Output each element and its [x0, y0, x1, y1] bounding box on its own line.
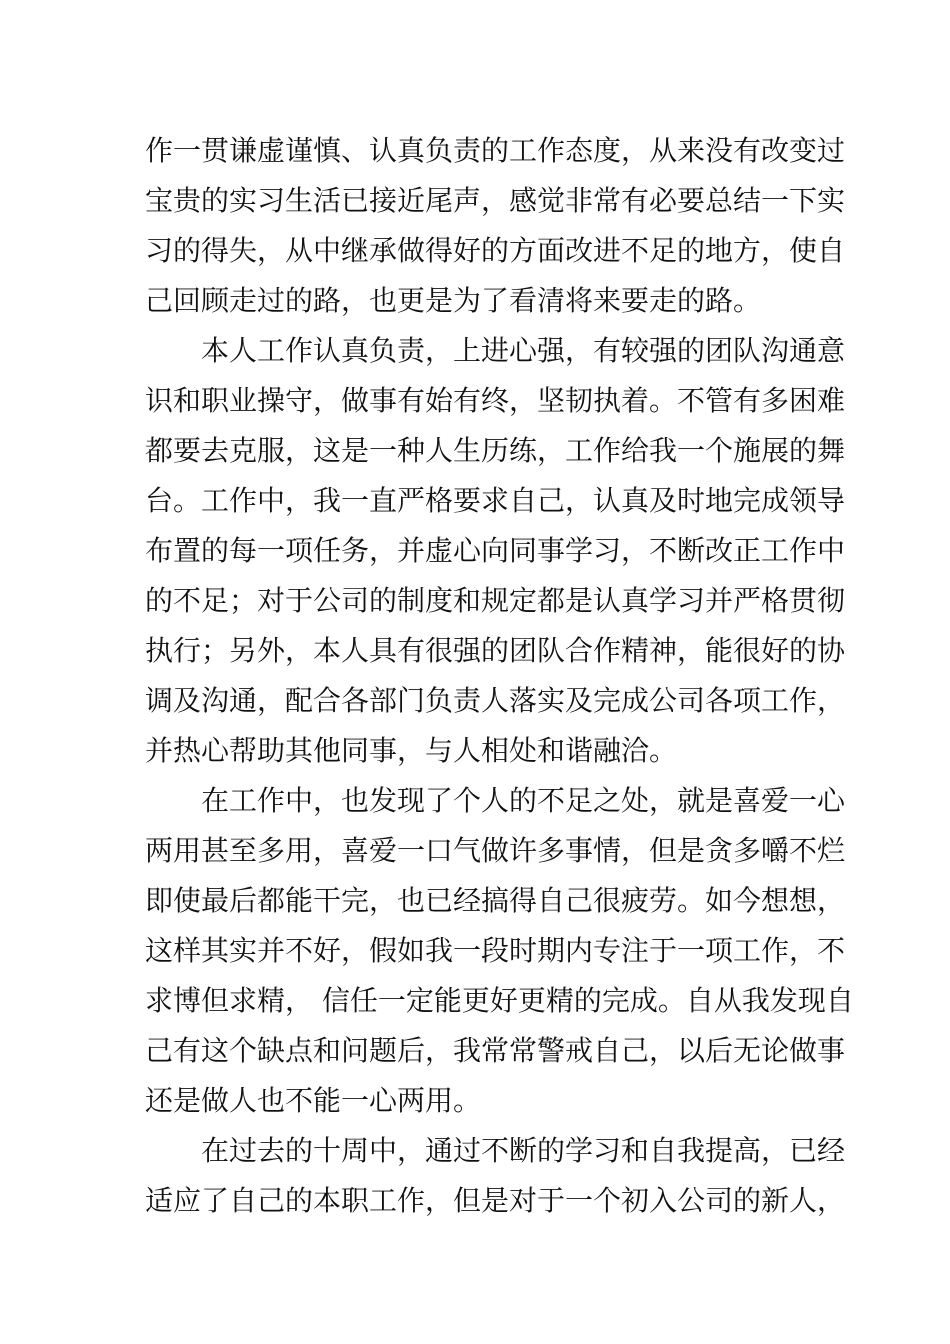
paragraph — [145, 126, 846, 326]
paragraph — [145, 776, 854, 1126]
text-line: 习的得失，从中继承做得好的方面改进不足的地方，使自 — [145, 234, 846, 267]
text-line: 在工作中，也发现了个人的不足之处，就是喜爱一心 — [201, 784, 846, 817]
text-line: 执行；另外，本人具有很强的团队合作精神，能很好的协 — [145, 634, 846, 667]
text-line: 己有这个缺点和问题后，我常常警戒自己，以后无论做事 — [145, 1034, 846, 1067]
text-line: 还是做人也不能一心两用。 — [145, 1084, 482, 1117]
text-line: 调及沟通，配合各部门负责人落实及完成公司各项工作， — [145, 684, 846, 717]
text-line: 本人工作认真负责，上进心强，有较强的团队沟通意 — [201, 334, 846, 367]
text-line: 在过去的十周中，通过不断的学习和自我提高，已经 — [201, 1134, 846, 1167]
text-line: 作一贯谦虚谨慎、认真负责的工作态度，从来没有改变过 — [145, 134, 846, 167]
text-line: 都要去克服，这是一种人生历练，工作给我一个施展的舞 — [145, 434, 846, 467]
paragraph — [145, 1126, 846, 1226]
document-body — [145, 126, 854, 1226]
text-line: 并热心帮助其他同事，与人相处和谐融洽。 — [145, 734, 678, 767]
text-line: 的不足；对于公司的制度和规定都是认真学习并严格贯彻 — [145, 584, 846, 617]
text-line: 适应了自己的本职工作，但是对于一个初入公司的新人， — [145, 1184, 846, 1217]
text-line: 己回顾走过的路，也更是为了看清将来要走的路。 — [145, 284, 762, 317]
paragraph — [145, 326, 846, 776]
text-line: 识和职业操守，做事有始有终，坚韧执着。不管有多困难 — [145, 384, 846, 417]
text-line: 求博但求精， 信任一定能更好更精的完成。自从我发现自 — [145, 984, 854, 1017]
text-line: 宝贵的实习生活已接近尾声，感觉非常有必要总结一下实 — [145, 184, 846, 217]
text-line: 这样其实并不好，假如我一段时期内专注于一项工作，不 — [145, 934, 846, 967]
text-line: 台。工作中，我一直严格要求自己，认真及时地完成领导 — [145, 484, 846, 517]
text-line: 布置的每一项任务，并虚心向同事学习，不断改正工作中 — [145, 534, 846, 567]
text-line: 即使最后都能干完，也已经搞得自己很疲劳。如今想想， — [145, 884, 846, 917]
text-line: 两用甚至多用，喜爱一口气做许多事情，但是贪多嚼不烂 — [145, 834, 846, 867]
